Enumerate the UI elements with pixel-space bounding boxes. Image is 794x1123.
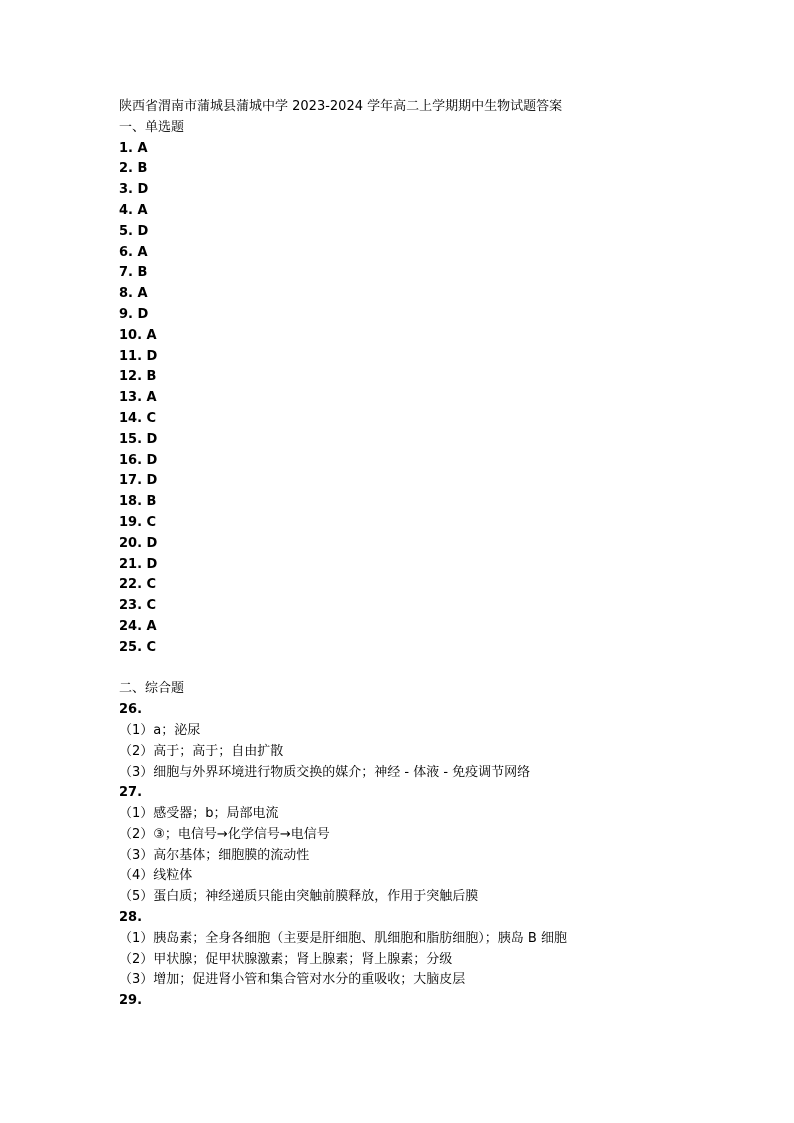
answer-line: （3）细胞与外界环境进行物质交换的媒介；神经 - 体液 - 免疫调节网络 <box>119 764 531 780</box>
answer-item: 16. D <box>119 452 158 468</box>
section-heading-single-choice: 一、单选题 <box>119 119 185 135</box>
answer-item: 11. D <box>119 348 158 364</box>
answer-item: 3. D <box>119 182 149 198</box>
question-number-27: 27. <box>119 785 143 801</box>
answer-item: 22. C <box>119 577 157 593</box>
answer-item: 5. D <box>119 223 149 239</box>
answer-line: （3）高尔基体；细胞膜的流动性 <box>119 847 310 863</box>
answer-item: 6. A <box>119 244 148 260</box>
blank-line <box>119 659 719 680</box>
question-number-26: 26. <box>119 702 143 718</box>
answer-item: 17. D <box>119 473 158 489</box>
answer-line: （1）感受器；b；局部电流 <box>119 806 279 822</box>
answer-item: 21. D <box>119 556 158 572</box>
answer-item: 9. D <box>119 306 149 322</box>
answer-line: （3）增加；促进肾小管和集合管对水分的重吸收；大脑皮层 <box>119 972 466 988</box>
question-number-28: 28. <box>119 910 143 926</box>
answer-item: 13. A <box>119 390 157 406</box>
answer-line: （4）线粒体 <box>119 868 193 884</box>
document-content <box>119 97 719 1012</box>
answer-item: 12. B <box>119 369 157 385</box>
answer-item: 10. A <box>119 327 157 343</box>
section-heading-comprehensive: 二、综合题 <box>119 681 185 697</box>
answer-item: 1. A <box>119 140 148 156</box>
answer-line: （2）甲状腺；促甲状腺激素；肾上腺素；肾上腺素；分级 <box>119 951 453 967</box>
answer-item: 18. B <box>119 494 157 510</box>
answer-item: 7. B <box>119 265 148 281</box>
answer-item: 25. C <box>119 639 157 655</box>
answer-line: （2）高于；高于；自由扩散 <box>119 743 284 759</box>
answer-line: （2）③；电信号→化学信号→电信号 <box>119 826 330 842</box>
answer-item: 4. A <box>119 202 148 218</box>
answer-line: （5）蛋白质；神经递质只能由突触前膜释放，作用于突触后膜 <box>119 889 479 905</box>
answer-item: 2. B <box>119 161 148 177</box>
answer-item: 23. C <box>119 598 157 614</box>
answer-item: 8. A <box>119 286 148 302</box>
answer-line: （1）a；泌尿 <box>119 722 201 738</box>
answer-item: 24. A <box>119 618 157 634</box>
answer-line: （1）胰岛素；全身各细胞（主要是肝细胞、肌细胞和脂肪细胞）；胰岛 B 细胞 <box>119 930 567 946</box>
answer-item: 20. D <box>119 535 158 551</box>
answer-item: 15. D <box>119 431 158 447</box>
answer-item: 19. C <box>119 514 157 530</box>
question-number-29: 29. <box>119 993 143 1009</box>
page-title: 陕西省渭南市蒲城县蒲城中学 2023-2024 学年高二上学期期中生物试题答案 <box>119 99 563 114</box>
answer-item: 14. C <box>119 410 157 426</box>
